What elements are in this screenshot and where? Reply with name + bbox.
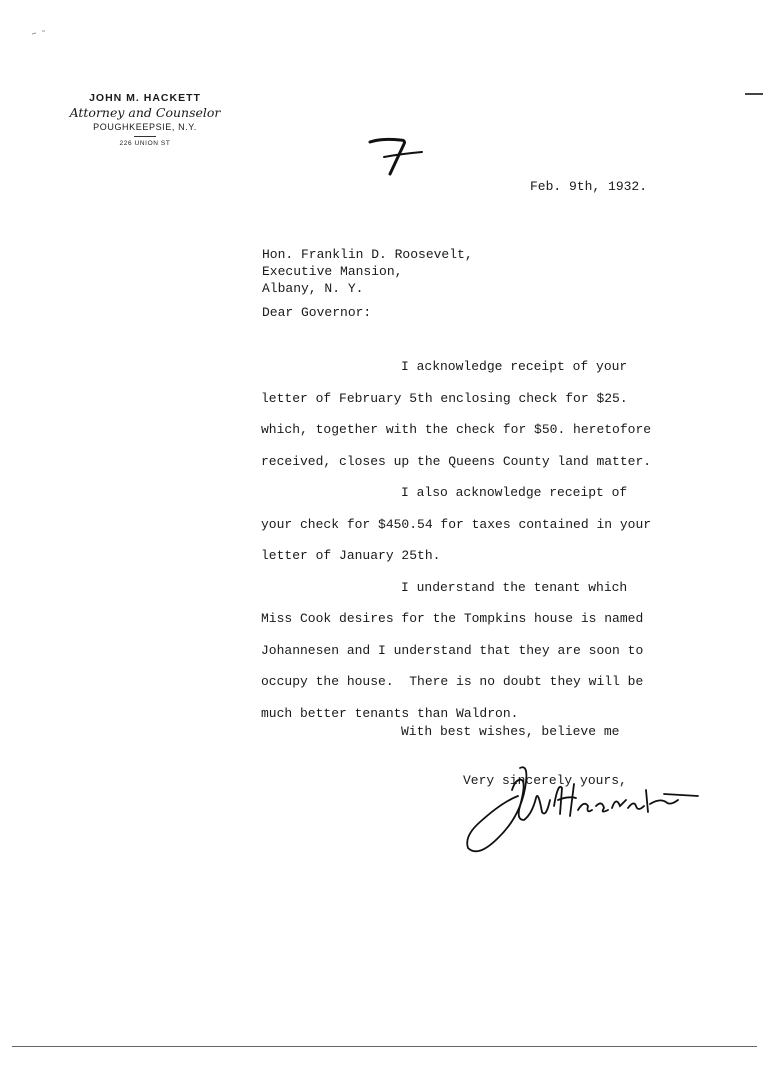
body-line: I understand the tenant which — [401, 579, 628, 595]
body-line: I also acknowledge receipt of — [401, 485, 628, 500]
recipient-line: Hon. Franklin D. Roosevelt, — [262, 247, 473, 262]
handwritten-signature — [450, 760, 720, 860]
body-line: Miss Cook desires for the Tompkins house is named — [261, 611, 644, 626]
sign-off: Very sincerely yours, — [463, 773, 627, 788]
body-line: which, together with the check for $50. heretofore — [261, 422, 652, 437]
body-line: occupy the house. There is no doubt they will be — [261, 674, 644, 689]
letterhead-title: Attorney and Counselor — [69, 105, 221, 120]
closing-line: With best wishes, believe me — [401, 724, 620, 739]
recipient-address — [262, 246, 473, 297]
letterhead-city: POUGHKEEPSIE, N.Y. — [93, 122, 197, 132]
recipient-line: Executive Mansion, — [262, 264, 403, 279]
letterhead-rule — [134, 136, 156, 137]
body-line: Johannesen and I understand that they are soon to — [261, 642, 644, 658]
margin-mark — [745, 93, 763, 95]
body-line: letter of February 5th enclosing check for $25. — [261, 390, 628, 406]
letterhead-name: JOHN M. HACKETT — [89, 92, 201, 104]
paper-specks — [30, 22, 60, 42]
recipient-line: Albany, N. Y. — [262, 281, 364, 296]
handwritten-seven-mark — [360, 130, 440, 180]
body-line: much better tenants than Waldron. — [261, 705, 519, 721]
salutation: Dear Governor: — [262, 305, 372, 320]
letterhead-street: 226 UNION ST — [119, 140, 171, 147]
letter-date: Feb. 9th, 1932. — [530, 179, 648, 194]
body-line: received, closes up the Queens County land matter. — [261, 453, 652, 469]
page-edge-line — [12, 1046, 757, 1047]
body-line: your check for $450.54 for taxes contained in your — [261, 516, 652, 532]
letter-body — [261, 351, 651, 729]
body-line: letter of January 25th. — [261, 548, 441, 563]
body-line: I acknowledge receipt of your — [401, 359, 628, 374]
letterhead — [60, 92, 230, 147]
